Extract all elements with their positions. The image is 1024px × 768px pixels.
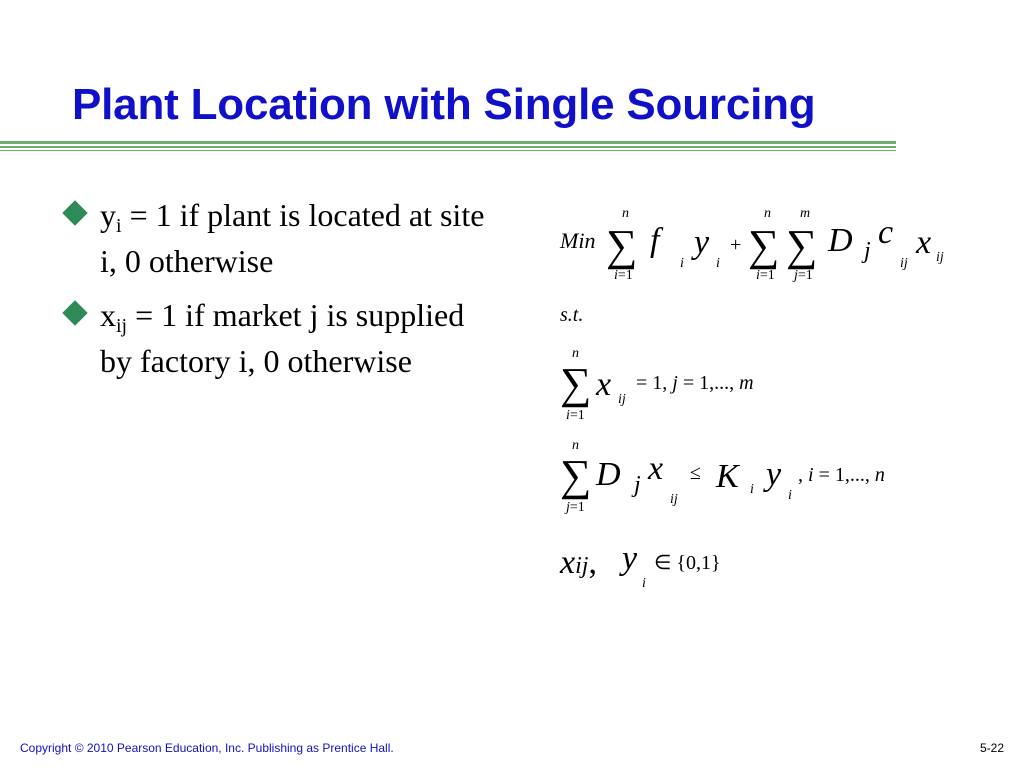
title-divider: [0, 141, 896, 144]
title-divider: [0, 146, 896, 148]
bullet-variable: x: [100, 297, 116, 333]
objective-function: Min ∑ n i=1 f i y i + ∑ n i=1 ∑ m j=1 D j c ij x ij: [560, 206, 944, 283]
diamond-bullet-icon: [62, 200, 87, 225]
constraint-binary: xij, y i ∈ {0,1}: [560, 540, 721, 591]
page-number: 5-22: [979, 741, 1004, 755]
bullet-subscript: ij: [116, 315, 128, 337]
bullet-subscript: i: [116, 215, 122, 237]
bullet-variable: y: [100, 197, 116, 233]
bullet-x: [62, 292, 492, 384]
title-divider: [0, 150, 896, 151]
bullet-text: = 1 if plant is located at site i, 0 otherwise: [100, 197, 485, 279]
subject-to-label: s.t.: [560, 304, 584, 326]
bullet-list: [62, 192, 492, 392]
bullet-y: [62, 192, 492, 284]
diamond-bullet-icon: [62, 300, 87, 325]
constraint-assignment: ∑ n i=1 x ij = 1, j = 1,..., m: [560, 346, 754, 423]
copyright-footer: Copyright © 2010 Pearson Education, Inc. Publishing as Prentice Hall.: [20, 741, 394, 755]
constraint-capacity: ∑ n j=1 D j x ij ≤ K i y i , i = 1,..., n: [560, 438, 885, 515]
slide-title: Plant Location with Single Sourcing: [72, 80, 816, 129]
bullet-text: = 1 if market j is supplied by factory i, 0 otherwise: [100, 297, 465, 379]
